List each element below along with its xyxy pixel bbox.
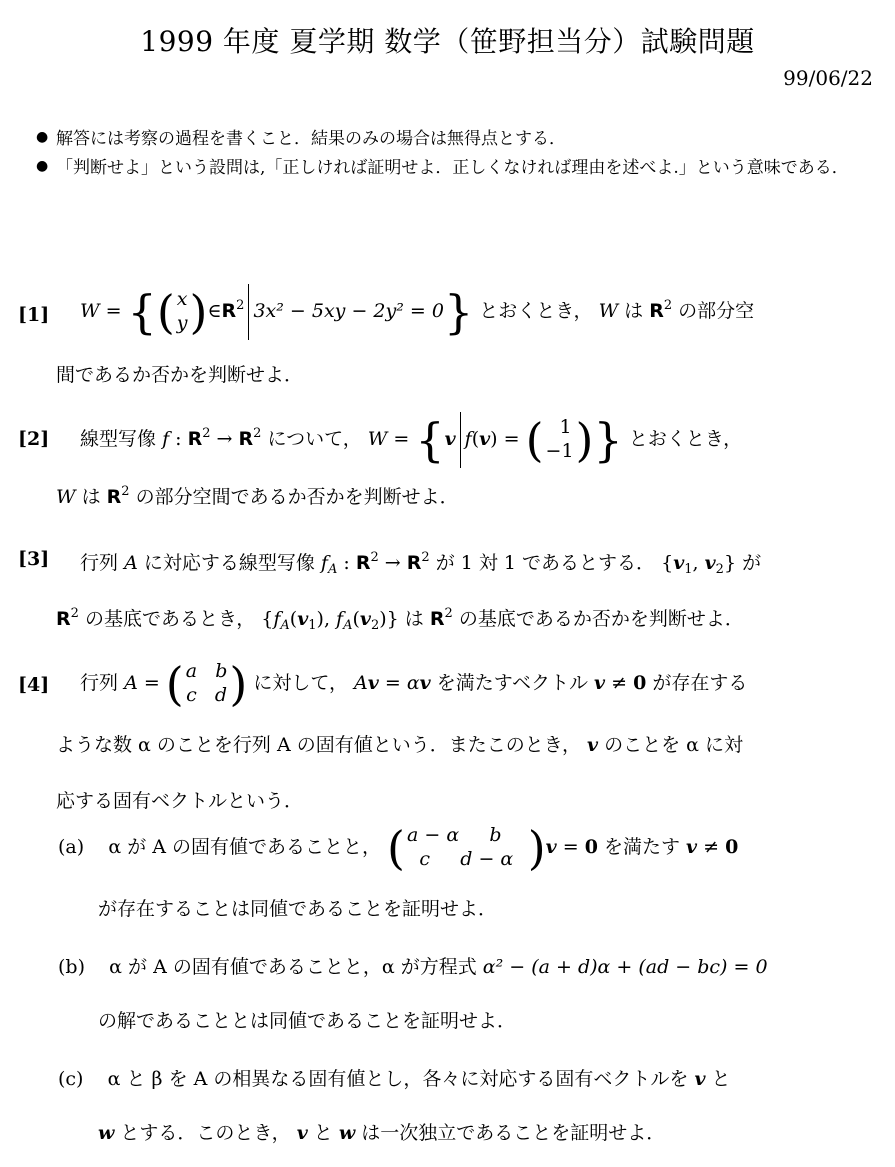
problem-number: [4] <box>18 674 50 696</box>
problem-1: [1] W = {( x y )$\in R^2$ 3x² − 5xy − 2y² = 0} とおくとき， W は $R^2$ の部分空 間であるか否かを判断せよ． <box>18 285 755 386</box>
problem-number: [3] <box>18 548 50 570</box>
bullet-icon: ● <box>36 158 49 175</box>
exam-date: 99/06/22 <box>783 66 873 90</box>
instruction-item: ● 「判断せよ」という設問は,「正しければ証明せよ．正しくなければ理由を述べよ.」という意味である． <box>34 155 874 182</box>
instruction-item: ● 解答には考察の過程を書くこと．結果のみの場合は無得点とする． <box>34 126 874 153</box>
subproblem-b: (b) α が A の固有値であることと，α が方程式 α² − (a + d)α + (ad − bc) = 0 <box>58 956 768 978</box>
quadratic-equation: α² − (a + d)α + (ad − bc) = 0 <box>482 956 768 978</box>
problem-number: [1] <box>18 304 50 326</box>
problem-2: [2] 線型写像 f : $R^2 \to R^2$ について， W = {v f(v) = ( 1 −1 )} とおくとき， W は $R^2$ の部分空間であるか否かを判断せよ． <box>18 413 743 508</box>
page-title: 1999 年度 夏学期 数学（笹野担当分）試験問題 <box>140 25 755 58</box>
problem-4: [4] 行列 A = ( a b c d ) に対して， Av = αv を満たすベクトル v ≠ 0 が存在する ような数 α のことを行列 A の固有値という．またこのとき， v のことを α に対 応する固有ベクトルという． (a) α が A の固有値であることと， ( a − α b c d − α )v = 0 を満たす v ≠ 0 が存在することは同値であることを証明せよ． (b) α が A の固有値であることと，α が方程式 α² − (a + d)α + (ad − bc) = 0 の解であることとは同値であることを証明せよ． (c) α と β を A の相異なる固有値とし，各々に対応する固有ベクトルを v と w とする．このとき， v と w は一次独立であることを証明せよ． <box>18 656 768 1144</box>
problem-3: [3] 行列 A に対応する線型写像 $f_A$ : $R^2 \to R^2$ が 1 対 1 であるとする． {$v_1$, $v_2$} が $R^2$ の基底であるとき， {$f_A(v_1)$, $f_A(v_2)$} は $R^2$ の基底であるか否かを判断せよ． <box>18 548 762 633</box>
problem-number: [2] <box>18 428 50 450</box>
subproblem-c: (c) α と β を A の相異なる固有値とし，各々に対応する固有ベクトルを v と <box>58 1068 731 1090</box>
equation: 3x² − 5xy − 2y² = 0 <box>253 300 444 322</box>
bullet-icon: ● <box>36 129 49 145</box>
subproblem-a: (a) α が A の固有値であることと， ( a − α b c d − α )v = 0 を満たす v ≠ 0 <box>58 820 739 875</box>
instructions <box>34 126 874 184</box>
